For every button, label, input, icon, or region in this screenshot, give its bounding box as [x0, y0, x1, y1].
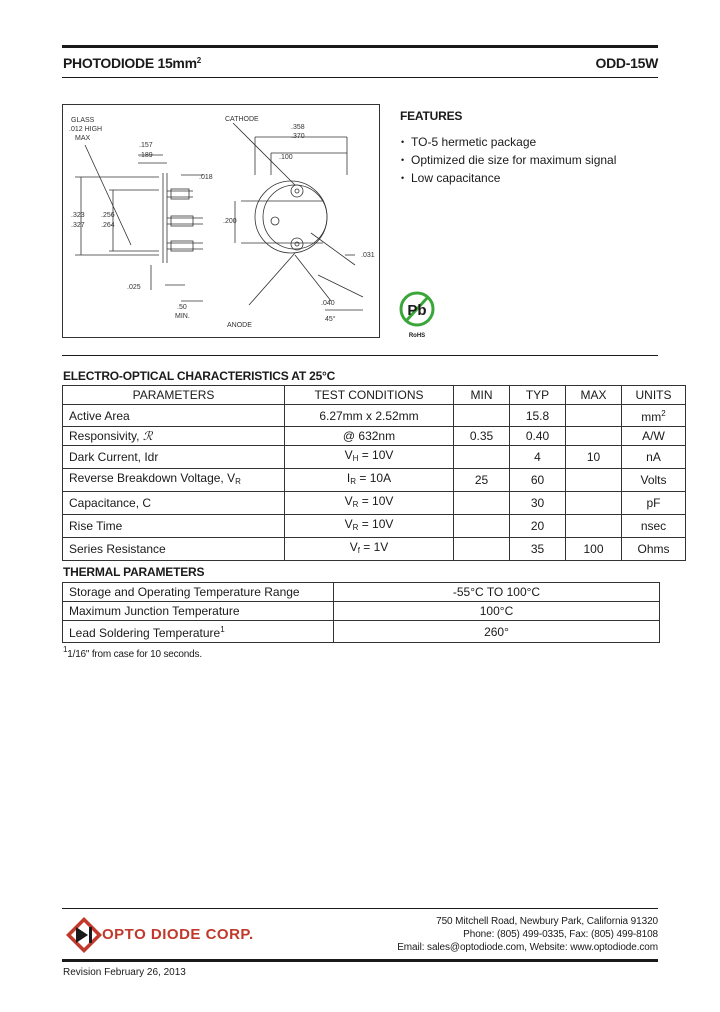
column-header: PARAMETERS — [63, 386, 285, 405]
table-row — [63, 427, 686, 446]
label-200: .200 — [223, 218, 237, 225]
cond-cell: $I_R = 10A$ — [285, 469, 454, 492]
max-cell — [566, 427, 622, 446]
column-header: TYP — [510, 386, 566, 405]
param-cell: Series Resistance — [63, 538, 285, 561]
max-cell: 10 — [566, 446, 622, 469]
table-row — [63, 538, 686, 561]
table-header-row — [63, 386, 686, 405]
mechanical-drawing — [62, 104, 380, 338]
label-031: .031 — [361, 252, 375, 259]
cond-cell: @ 632nm — [285, 427, 454, 446]
rohs-symbol: Pb — [407, 302, 427, 319]
electro-optical-heading: ELECTRO-OPTICAL CHARACTERISTICS AT 25°C — [63, 369, 336, 383]
contact-phone: Phone: (805) 499-0335, Fax: (805) 499-8108 — [463, 929, 658, 940]
label-025: .025 — [127, 284, 141, 291]
param-cell: Maximum Junction Temperature — [63, 602, 334, 621]
label-min: MIN. — [175, 313, 190, 320]
label-157: .157 — [139, 142, 153, 149]
value-cell: -55°C TO 100°C — [334, 583, 660, 602]
column-header: MAX — [566, 386, 622, 405]
table-row — [63, 492, 686, 515]
address-line: 750 Mitchell Road, Newbury Park, California 91320 — [436, 916, 658, 927]
company-logo — [64, 915, 274, 955]
footer-rule-bottom — [62, 959, 658, 962]
features-list — [401, 133, 616, 187]
section-divider — [62, 355, 658, 356]
label-323: .323 — [71, 212, 85, 219]
label-cathode: CATHODE — [225, 116, 259, 123]
column-header: MIN — [454, 386, 510, 405]
diode-logo-icon — [64, 915, 104, 955]
cond-cell: $V_f = 1V$ — [285, 538, 454, 561]
table-row — [63, 515, 686, 538]
label-264: .264 — [101, 222, 115, 229]
unit-cell: pF — [622, 492, 686, 515]
value-cell: 260° — [334, 621, 660, 643]
table-row — [63, 583, 660, 602]
table-row — [63, 602, 660, 621]
unit-cell: $mm^2$ — [622, 405, 686, 427]
cond-cell: 6.27mm x 2.52mm — [285, 405, 454, 427]
page-title: PHOTODIODE $15mm^2$ — [63, 55, 201, 71]
column-header: TEST CONDITIONS — [285, 386, 454, 405]
column-header: UNITS — [622, 386, 686, 405]
footnote: $^1$1/16" from case for 10 seconds. — [63, 645, 202, 660]
unit-cell: nA — [622, 446, 686, 469]
min-cell — [454, 515, 510, 538]
param-cell: Storage and Operating Temperature Range — [63, 583, 334, 602]
typ-cell: 4 — [510, 446, 566, 469]
unit-cell: Ohms — [622, 538, 686, 561]
param-cell: Capacitance, C — [63, 492, 285, 515]
cond-cell: $V_R = 10V$ — [285, 515, 454, 538]
rohs-label: RoHS — [408, 333, 426, 339]
features-heading: FEATURES — [400, 109, 463, 123]
min-cell: 25 — [454, 469, 510, 492]
max-cell — [566, 469, 622, 492]
label-100: .100 — [279, 154, 293, 161]
company-name: OPTO DIODE CORP. — [102, 926, 254, 943]
label-glass-dim: .012 HIGH — [69, 126, 103, 133]
header-rule-bottom — [62, 77, 658, 78]
label-anode: ANODE — [227, 322, 252, 329]
thermal-table — [62, 582, 660, 643]
thermal-heading: THERMAL PARAMETERS — [63, 565, 205, 579]
electro-optical-table — [62, 385, 686, 561]
unit-cell: nsec — [622, 515, 686, 538]
min-cell — [454, 538, 510, 561]
param-cell: Active Area — [63, 405, 285, 427]
feature-item: • Optimized die size for maximum signal — [401, 151, 616, 169]
label-glass: GLASS — [71, 117, 95, 124]
label-358: .358 — [291, 124, 305, 131]
param-cell: Lead Soldering Temperature$^1$ — [63, 621, 334, 643]
min-cell — [454, 405, 510, 427]
typ-cell: 20 — [510, 515, 566, 538]
param-cell: Rise Time — [63, 515, 285, 538]
rohs-badge — [398, 288, 436, 340]
label-018: .018 — [199, 174, 213, 181]
revision-date: Revision February 26, 2013 — [63, 967, 186, 978]
label-370: .370 — [291, 133, 305, 140]
label-040: .040 — [321, 300, 335, 307]
unit-cell: Volts — [622, 469, 686, 492]
cond-cell: $V_H = 10V$ — [285, 446, 454, 469]
company-address — [338, 915, 658, 954]
min-cell — [454, 446, 510, 469]
label-max: MAX — [75, 135, 91, 142]
table-row — [63, 469, 686, 492]
max-cell — [566, 492, 622, 515]
typ-cell: 0.40 — [510, 427, 566, 446]
table-row — [63, 405, 686, 427]
unit-cell: A/W — [622, 427, 686, 446]
min-cell: 0.35 — [454, 427, 510, 446]
contact-email-web: Email: sales@optodiode.com, Website: www.optodiode.com — [397, 942, 658, 953]
label-189: .189 — [139, 152, 153, 159]
typ-cell: 35 — [510, 538, 566, 561]
max-cell — [566, 405, 622, 427]
table-row — [63, 621, 660, 643]
value-cell: 100°C — [334, 602, 660, 621]
param-cell: Dark Current, Idr — [63, 446, 285, 469]
feature-item: • TO-5 hermetic package — [401, 133, 616, 151]
typ-cell: 15.8 — [510, 405, 566, 427]
part-number: ODD-15W — [595, 55, 658, 71]
header-rule-top — [62, 45, 658, 48]
label-45deg: 45° — [325, 316, 336, 323]
typ-cell: 60 — [510, 469, 566, 492]
cond-cell: $V_R = 10V$ — [285, 492, 454, 515]
label-50: .50 — [177, 304, 187, 311]
param-cell: Reverse Breakdown Voltage, $V_R$ — [63, 469, 285, 492]
table-row — [63, 446, 686, 469]
min-cell — [454, 492, 510, 515]
label-327: .327 — [71, 222, 85, 229]
max-cell — [566, 515, 622, 538]
typ-cell: 30 — [510, 492, 566, 515]
max-cell: 100 — [566, 538, 622, 561]
rohs-pb-icon — [398, 288, 436, 340]
feature-item: • Low capacitance — [401, 169, 616, 187]
param-cell: Responsivity, ℛ — [63, 427, 285, 446]
label-256: .256 — [101, 212, 115, 219]
footer-rule-top — [62, 908, 658, 909]
drawing-svg — [63, 105, 379, 337]
